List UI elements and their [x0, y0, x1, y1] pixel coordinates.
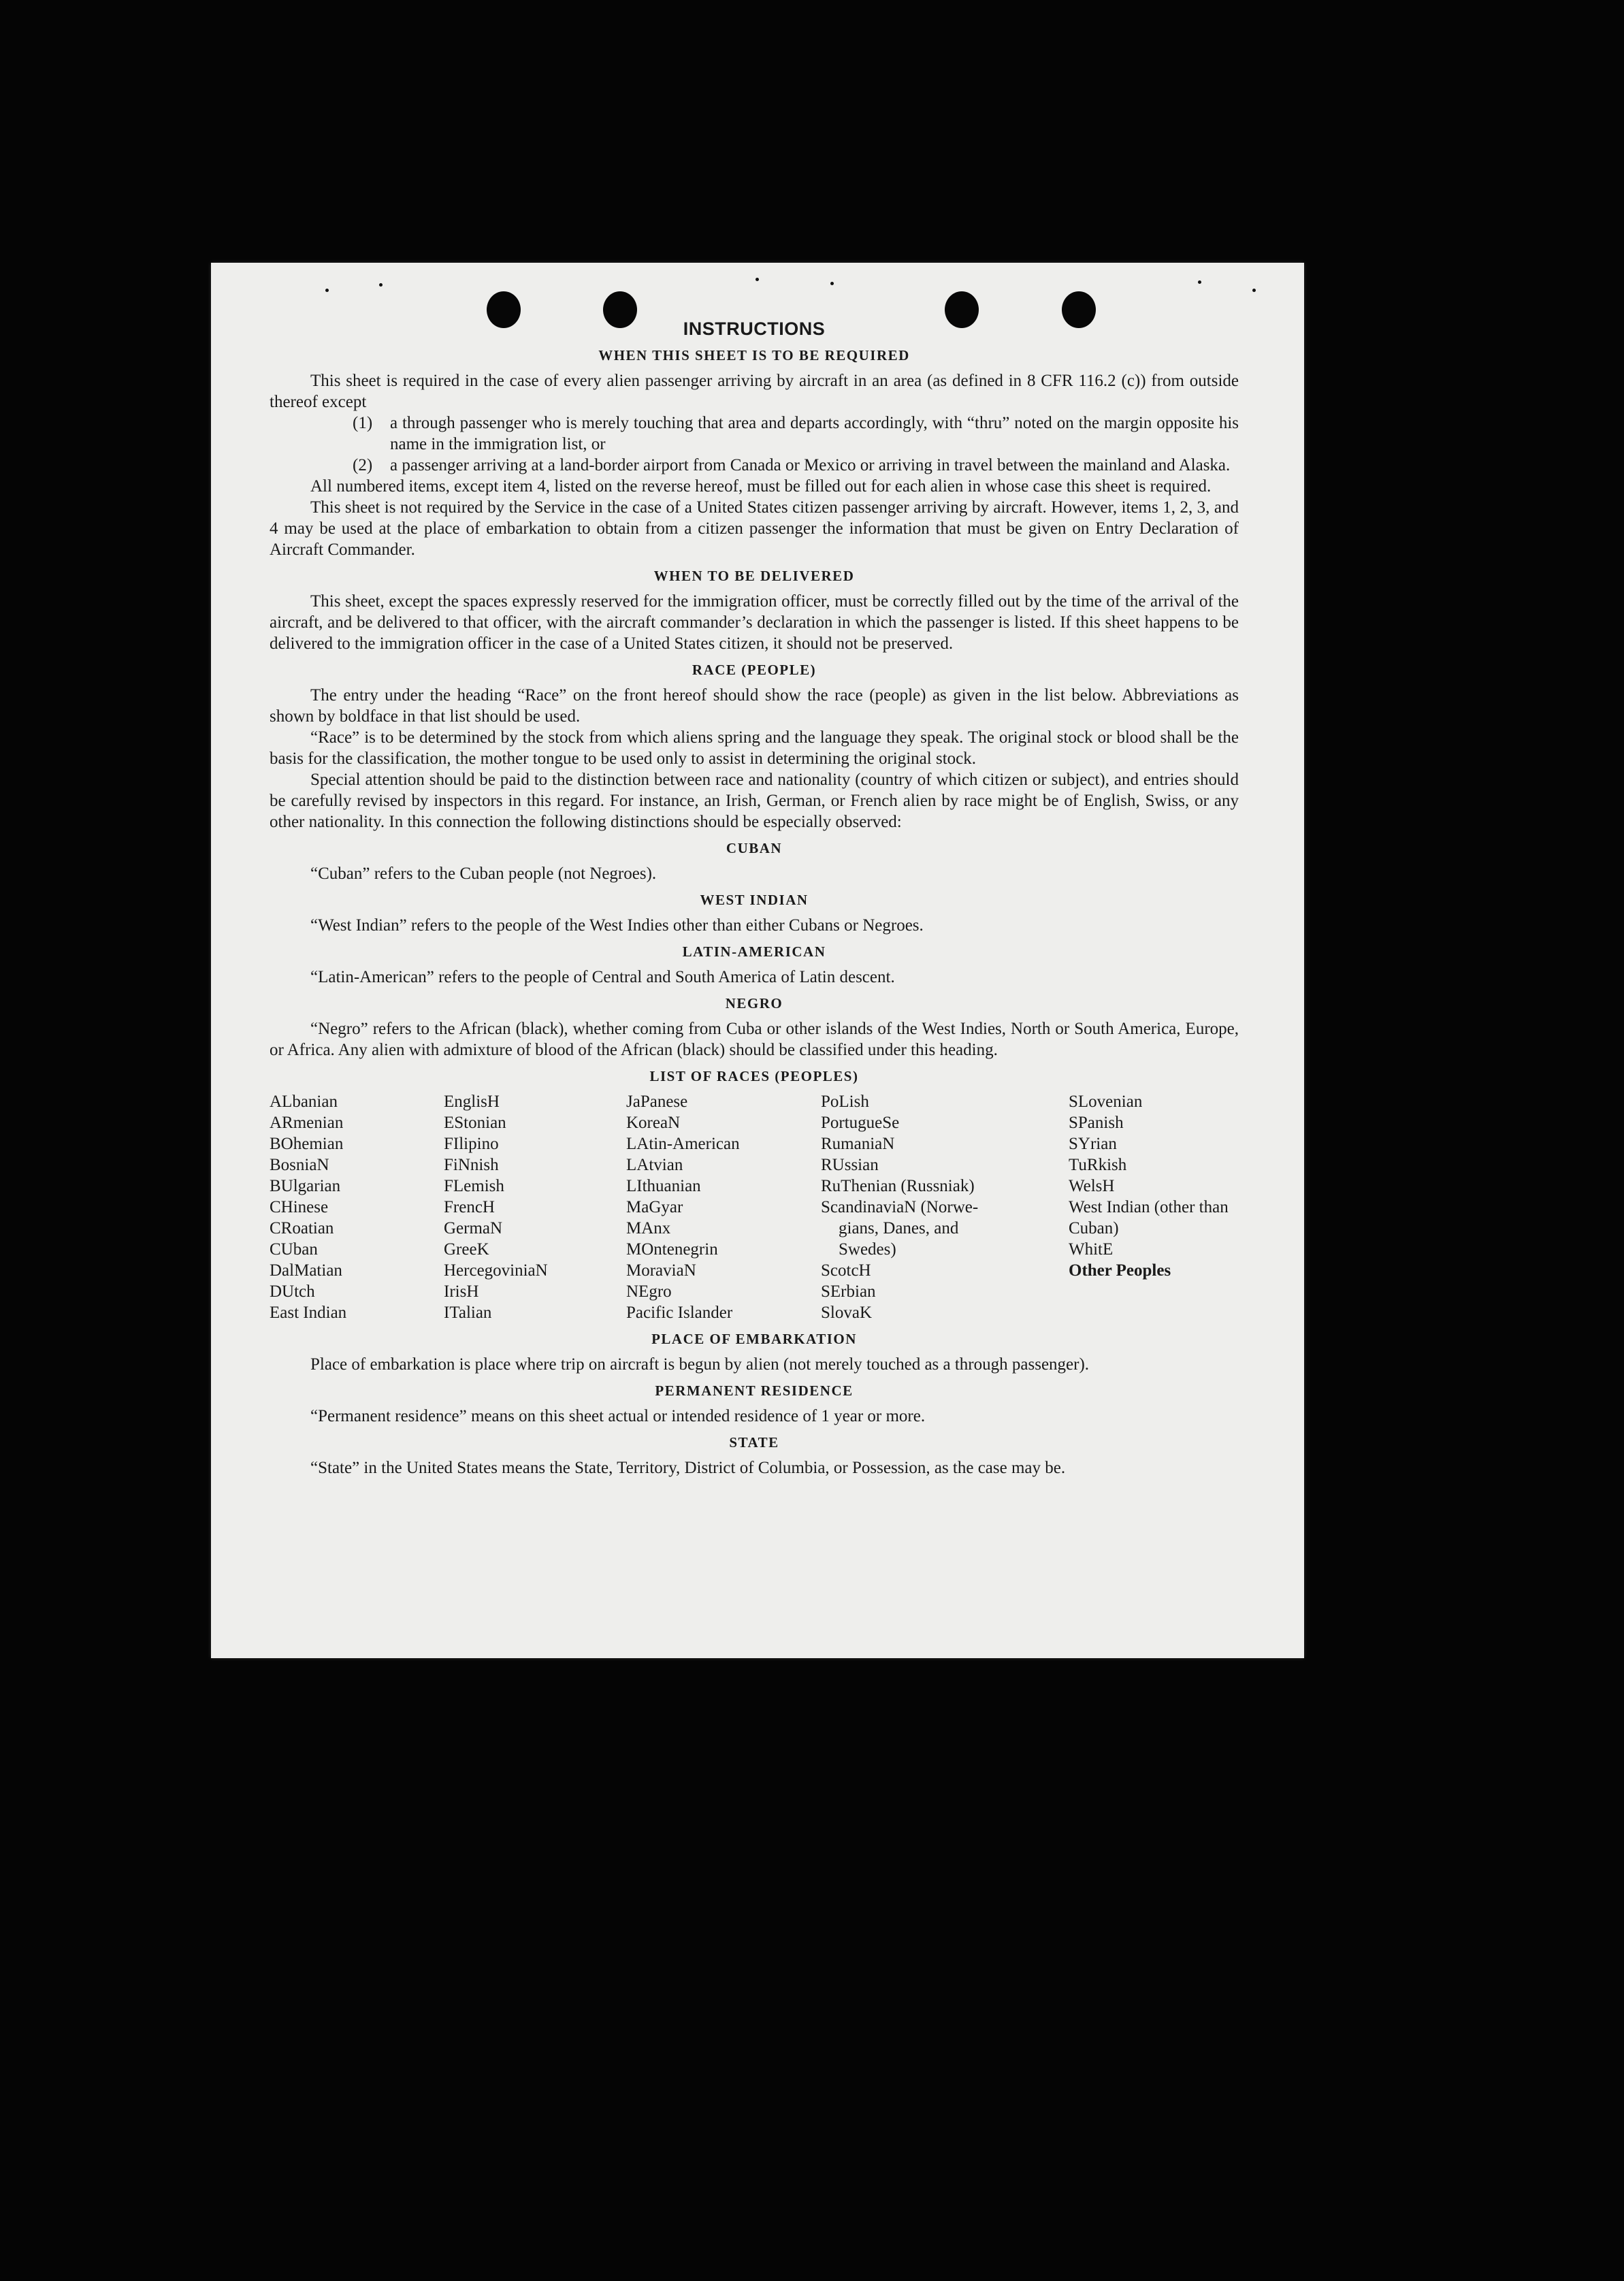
race-column	[1069, 1091, 1239, 1323]
residence-paragraph: “Permanent residence” means on this sheet actual or intended residence of 1 year or more.	[310, 1407, 926, 1425]
race-entry: EStonian	[444, 1114, 506, 1132]
race-entry: LAtvian	[626, 1156, 683, 1174]
race-column	[821, 1091, 1069, 1323]
race-entry: DalMatian	[270, 1261, 342, 1280]
race-entry: IrisH	[444, 1282, 479, 1301]
race-entry: MAnx	[626, 1219, 671, 1237]
race-entry: CUban	[270, 1240, 318, 1259]
exception-text: a through passenger who is merely touching that area and departs accordingly, with “thru” noted on the margin opposite his name in the immigration list, or	[390, 414, 1239, 453]
exception-item	[353, 412, 1239, 455]
ink-speck	[830, 282, 834, 285]
race-column	[270, 1091, 444, 1323]
section-heading-cuban: CUBAN	[726, 840, 783, 856]
instructions-content	[270, 319, 1239, 1478]
section-heading-race: RACE (PEOPLE)	[692, 662, 817, 678]
latin-american-paragraph: “Latin-American” refers to the people of Central and South America of Latin descent.	[310, 968, 895, 986]
race-entry: Pacific Islander	[626, 1304, 733, 1322]
race-entry: SErbian	[821, 1282, 876, 1301]
race-entry: RuThenian (Russniak)	[821, 1177, 975, 1195]
race-entry: CHinese	[270, 1198, 329, 1216]
race-entry: SlovaK	[821, 1304, 872, 1322]
race-entry: NEgro	[626, 1282, 672, 1301]
race-list	[270, 1091, 1239, 1323]
page-title: INSTRUCTIONS	[683, 319, 826, 339]
race-entry: DUtch	[270, 1282, 315, 1301]
delivered-paragraph: This sheet, except the spaces expressly reserved for the immigration officer, must be correctly filled out by the time of the arrival of the aircraft, and be delivered to that officer, with the aircraft commander’s declaration in which the passenger is listed. If this sheet happens to be delivered to the immigration officer in the case of a United States citizen, it should not be preserved.	[270, 592, 1239, 653]
citizen-paragraph: This sheet is not required by the Service in the case of a United States citizen passenger arriving by aircraft. However, items 1, 2, 3, and 4 may be used at the place of embarkation to obtain from a citizen passenger the information that must be given on Entry Declaration of Aircraft Commander.	[270, 498, 1239, 559]
section-heading-list-of-races: LIST OF RACES (PEOPLES)	[649, 1068, 859, 1084]
race-paragraph-2: “Race” is to be determined by the stock from which aliens spring and the language they speak. The original stock or blood shall be the basis for the classification, the mother tongue to be used only to assist in determining the original stock.	[270, 728, 1239, 768]
west-indian-paragraph: “West Indian” refers to the people of the West Indies other than either Cubans or Negroes.	[310, 916, 924, 935]
section-heading-residence: PERMANENT RESIDENCE	[655, 1382, 854, 1399]
race-entry: FrencH	[444, 1198, 495, 1216]
race-entry: ARmenian	[270, 1114, 344, 1132]
embarkation-paragraph: Place of embarkation is place where trip on aircraft is begun by alien (not merely touched as a through passenger).	[310, 1355, 1090, 1374]
ink-speck	[379, 283, 383, 287]
exception-number: (1)	[353, 414, 373, 432]
race-entry: BosniaN	[270, 1156, 329, 1174]
race-entry: LIthuanian	[626, 1177, 701, 1195]
race-entry: gians, Danes, and	[839, 1219, 959, 1237]
race-entry: BUlgarian	[270, 1177, 341, 1195]
race-entry: FiNnish	[444, 1156, 499, 1174]
ink-speck	[756, 278, 759, 281]
race-entry: Other Peoples	[1069, 1261, 1171, 1280]
race-entry: SLovenian	[1069, 1093, 1143, 1111]
section-heading-delivered: WHEN TO BE DELIVERED	[653, 568, 855, 584]
race-entry: FLemish	[444, 1177, 504, 1195]
race-entry: SPanish	[1069, 1114, 1124, 1132]
race-entry: TuRkish	[1069, 1156, 1127, 1174]
exception-item	[353, 455, 1239, 476]
ink-speck	[325, 289, 329, 292]
race-entry: RUssian	[821, 1156, 879, 1174]
race-paragraph-1: The entry under the heading “Race” on the front hereof should show the race (people) as given in the list below. Abbreviations as shown by boldface in that list should be used.	[270, 686, 1239, 726]
race-entry: PortugueSe	[821, 1114, 900, 1132]
ink-speck	[1198, 280, 1201, 284]
race-entry: ALbanian	[270, 1093, 338, 1111]
race-entry: ITalian	[444, 1304, 492, 1322]
section-heading-negro: NEGRO	[725, 995, 783, 1012]
race-entry: ScandinaviaN (Norwe-	[821, 1198, 979, 1216]
ink-speck	[1252, 289, 1256, 292]
race-entry: RumaniaN	[821, 1135, 895, 1153]
exception-text: a passenger arriving at a land-border airport from Canada or Mexico or arriving in travel between the mainland and Alaska.	[390, 456, 1231, 474]
cuban-paragraph: “Cuban” refers to the Cuban people (not Negroes).	[310, 864, 657, 883]
state-paragraph: “State” in the United States means the State, Territory, District of Columbia, or Possession, as the case may be.	[310, 1459, 1066, 1477]
race-entry: HercegoviniaN	[444, 1261, 548, 1280]
race-column	[626, 1091, 821, 1323]
instruction-sheet	[211, 263, 1304, 1658]
race-entry: Swedes)	[839, 1240, 896, 1259]
race-entry: GreeK	[444, 1240, 489, 1259]
race-entry: FIlipino	[444, 1135, 499, 1153]
race-entry: LAtin-American	[626, 1135, 740, 1153]
race-entry: MOntenegrin	[626, 1240, 718, 1259]
required-intro: This sheet is required in the case of every alien passenger arriving by aircraft in an area (as defined in 8 CFR 116.2 (c)) from outside thereof except	[270, 372, 1239, 411]
section-heading-latin-american: LATIN-AMERICAN	[682, 943, 826, 960]
section-heading-required: WHEN THIS SHEET IS TO BE REQUIRED	[598, 347, 910, 363]
section-heading-west-indian: WEST INDIAN	[700, 892, 809, 908]
negro-paragraph: “Negro” refers to the African (black), whether coming from Cuba or other islands of the West Indies, North or South America, Europe, or Africa. Any alien with admixture of blood of the African (black) should be classified under this heading.	[270, 1020, 1239, 1059]
race-entry: MaGyar	[626, 1198, 683, 1216]
race-entry: WhitE	[1069, 1240, 1114, 1259]
race-entry: PoLish	[821, 1093, 869, 1111]
race-column	[444, 1091, 626, 1323]
race-entry: WelsH	[1069, 1177, 1115, 1195]
race-paragraph-3: Special attention should be paid to the distinction between race and nationality (country of which citizen or subject), and entries should be carefully revised by inspectors in this regard. For instance, an Irish, German, or French alien by race might be of English, Swiss, or any other nationality. In this connection the following distinctions should be especially observed:	[270, 771, 1239, 831]
race-entry: MoraviaN	[626, 1261, 696, 1280]
race-entry: East Indian	[270, 1304, 347, 1322]
race-entry: GermaN	[444, 1219, 503, 1237]
race-entry: BOhemian	[270, 1135, 344, 1153]
race-entry: ScotcH	[821, 1261, 871, 1280]
race-entry: KoreaN	[626, 1114, 681, 1132]
section-heading-embarkation: PLACE OF EMBARKATION	[651, 1331, 857, 1347]
race-entry: CRoatian	[270, 1219, 334, 1237]
race-entry: EnglisH	[444, 1093, 500, 1111]
race-entry: West Indian (other than Cuban)	[1069, 1198, 1229, 1237]
exception-number: (2)	[353, 456, 373, 474]
numbered-items-paragraph: All numbered items, except item 4, listed on the reverse hereof, must be filled out for each alien in whose case this sheet is required.	[310, 477, 1212, 496]
race-entry: SYrian	[1069, 1135, 1117, 1153]
race-entry: JaPanese	[626, 1093, 688, 1111]
section-heading-state: STATE	[729, 1434, 779, 1451]
